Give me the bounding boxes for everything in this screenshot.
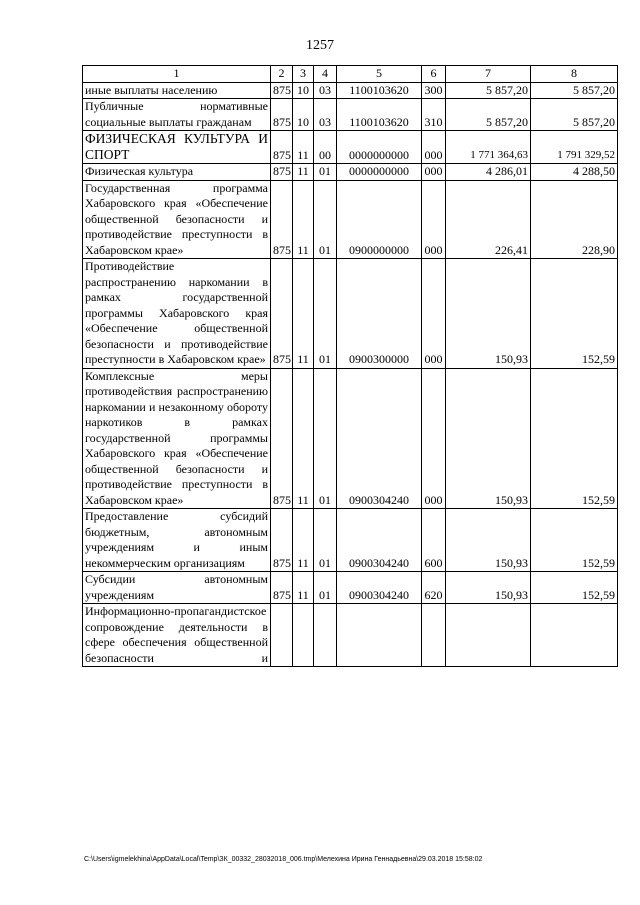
row-target-article — [337, 604, 422, 667]
row-admin-code: 875 — [271, 131, 293, 164]
table-row — [83, 82, 618, 99]
row-subsection: 01 — [314, 180, 337, 259]
table-row — [83, 131, 618, 164]
row-admin-code: 875 — [271, 180, 293, 259]
row-amount-1: 150,93 — [446, 572, 531, 604]
row-expense-type: 600 — [422, 509, 446, 572]
row-subsection — [314, 604, 337, 667]
row-admin-code: 875 — [271, 368, 293, 509]
row-name: Государственная программа Хабаровского края «Обеспечение общественной безопасности и противодействие преступности в Хабаровском крае» — [83, 180, 271, 259]
row-target-article: 0000000000 — [337, 164, 422, 181]
row-section: 11 — [293, 259, 314, 369]
row-section: 10 — [293, 82, 314, 99]
row-amount-2: 5 857,20 — [531, 82, 618, 99]
row-section: 10 — [293, 99, 314, 131]
row-section — [293, 604, 314, 667]
row-admin-code: 875 — [271, 164, 293, 181]
row-amount-1 — [446, 604, 531, 667]
header-col-4: 4 — [314, 66, 337, 83]
row-expense-type: 000 — [422, 368, 446, 509]
table-row — [83, 604, 618, 667]
row-subsection: 01 — [314, 259, 337, 369]
row-amount-2: 152,59 — [531, 259, 618, 369]
row-amount-2: 1 791 329,52 — [531, 131, 618, 164]
row-name: Физическая культура — [83, 164, 271, 181]
page-number: 1257 — [306, 38, 334, 53]
row-expense-type: 310 — [422, 99, 446, 131]
row-subsection: 03 — [314, 82, 337, 99]
row-subsection: 01 — [314, 509, 337, 572]
row-amount-1: 1 771 364,63 — [446, 131, 531, 164]
row-admin-code: 875 — [271, 572, 293, 604]
row-target-article: 0900300000 — [337, 259, 422, 369]
row-amount-1: 226,41 — [446, 180, 531, 259]
table-row — [83, 509, 618, 572]
table-row — [83, 99, 618, 131]
row-name: Противодействие распространению наркомании в рамках государственной программы Хабаровского края «Обеспечение общественной безопасности и противодействие преступности в Хабаровском крае» — [83, 259, 271, 369]
row-amount-2: 4 288,50 — [531, 164, 618, 181]
row-admin-code: 875 — [271, 82, 293, 99]
row-name: иные выплаты населению — [83, 82, 271, 99]
row-name: ФИЗИЧЕСКАЯ КУЛЬТУРА И СПОРТ — [83, 131, 271, 164]
row-amount-2 — [531, 604, 618, 667]
row-admin-code — [271, 604, 293, 667]
table-row — [83, 180, 618, 259]
row-amount-1: 4 286,01 — [446, 164, 531, 181]
header-col-3: 3 — [293, 66, 314, 83]
row-amount-1: 150,93 — [446, 368, 531, 509]
row-subsection: 00 — [314, 131, 337, 164]
row-amount-1: 150,93 — [446, 509, 531, 572]
row-section: 11 — [293, 368, 314, 509]
header-col-1: 1 — [83, 66, 271, 83]
row-name: Предоставление субсидий бюджетным, автономным учреждениям и иным некоммерческим организациям — [83, 509, 271, 572]
row-amount-1: 5 857,20 — [446, 99, 531, 131]
row-target-article: 0000000000 — [337, 131, 422, 164]
row-section: 11 — [293, 131, 314, 164]
row-section: 11 — [293, 572, 314, 604]
row-subsection: 01 — [314, 572, 337, 604]
row-target-article: 0900304240 — [337, 572, 422, 604]
row-expense-type — [422, 604, 446, 667]
row-expense-type: 000 — [422, 180, 446, 259]
row-target-article: 1100103620 — [337, 82, 422, 99]
row-expense-type: 000 — [422, 131, 446, 164]
row-subsection: 01 — [314, 368, 337, 509]
table-row — [83, 368, 618, 509]
row-amount-2: 152,59 — [531, 509, 618, 572]
row-subsection: 03 — [314, 99, 337, 131]
row-target-article: 0900304240 — [337, 509, 422, 572]
file-path-footer: C:\Users\igmelekhina\AppData\Local\Temp\ЗК_00332_28032018_006.tmp\Мелехина Ирина Геннадьевна\29.03.2018 15:58:02 — [84, 856, 483, 863]
budget-table — [82, 65, 618, 667]
row-target-article: 0900304240 — [337, 368, 422, 509]
header-col-7: 7 — [446, 66, 531, 83]
row-amount-1: 5 857,20 — [446, 82, 531, 99]
header-col-6: 6 — [422, 66, 446, 83]
row-expense-type: 620 — [422, 572, 446, 604]
row-section: 11 — [293, 180, 314, 259]
row-expense-type: 300 — [422, 82, 446, 99]
row-name: Публичные нормативные социальные выплаты гражданам — [83, 99, 271, 131]
header-col-8: 8 — [531, 66, 618, 83]
row-section: 11 — [293, 509, 314, 572]
row-admin-code: 875 — [271, 509, 293, 572]
row-expense-type: 000 — [422, 259, 446, 369]
row-expense-type: 000 — [422, 164, 446, 181]
header-col-5: 5 — [337, 66, 422, 83]
table-row — [83, 164, 618, 181]
row-amount-2: 5 857,20 — [531, 99, 618, 131]
row-admin-code: 875 — [271, 99, 293, 131]
row-name: Информационно-пропагандистское сопровождение деятельности в сфере обеспечения общественной безопасности и — [83, 604, 271, 667]
table-row — [83, 259, 618, 369]
row-target-article: 1100103620 — [337, 99, 422, 131]
table-row — [83, 572, 618, 604]
row-target-article: 0900000000 — [337, 180, 422, 259]
table-header-row — [83, 66, 618, 83]
header-col-2: 2 — [271, 66, 293, 83]
row-amount-1: 150,93 — [446, 259, 531, 369]
row-amount-2: 152,59 — [531, 572, 618, 604]
row-subsection: 01 — [314, 164, 337, 181]
row-section: 11 — [293, 164, 314, 181]
row-name: Субсидии автономным учреждениям — [83, 572, 271, 604]
row-admin-code: 875 — [271, 259, 293, 369]
row-amount-2: 152,59 — [531, 368, 618, 509]
row-name: Комплексные меры противодействия распространению наркомании и незаконному обороту наркотиков в рамках государственной программы Хабаровского края «Обеспечение общественной безопасности и противодействие преступности в Хабаровском крае» — [83, 368, 271, 509]
row-amount-2: 228,90 — [531, 180, 618, 259]
